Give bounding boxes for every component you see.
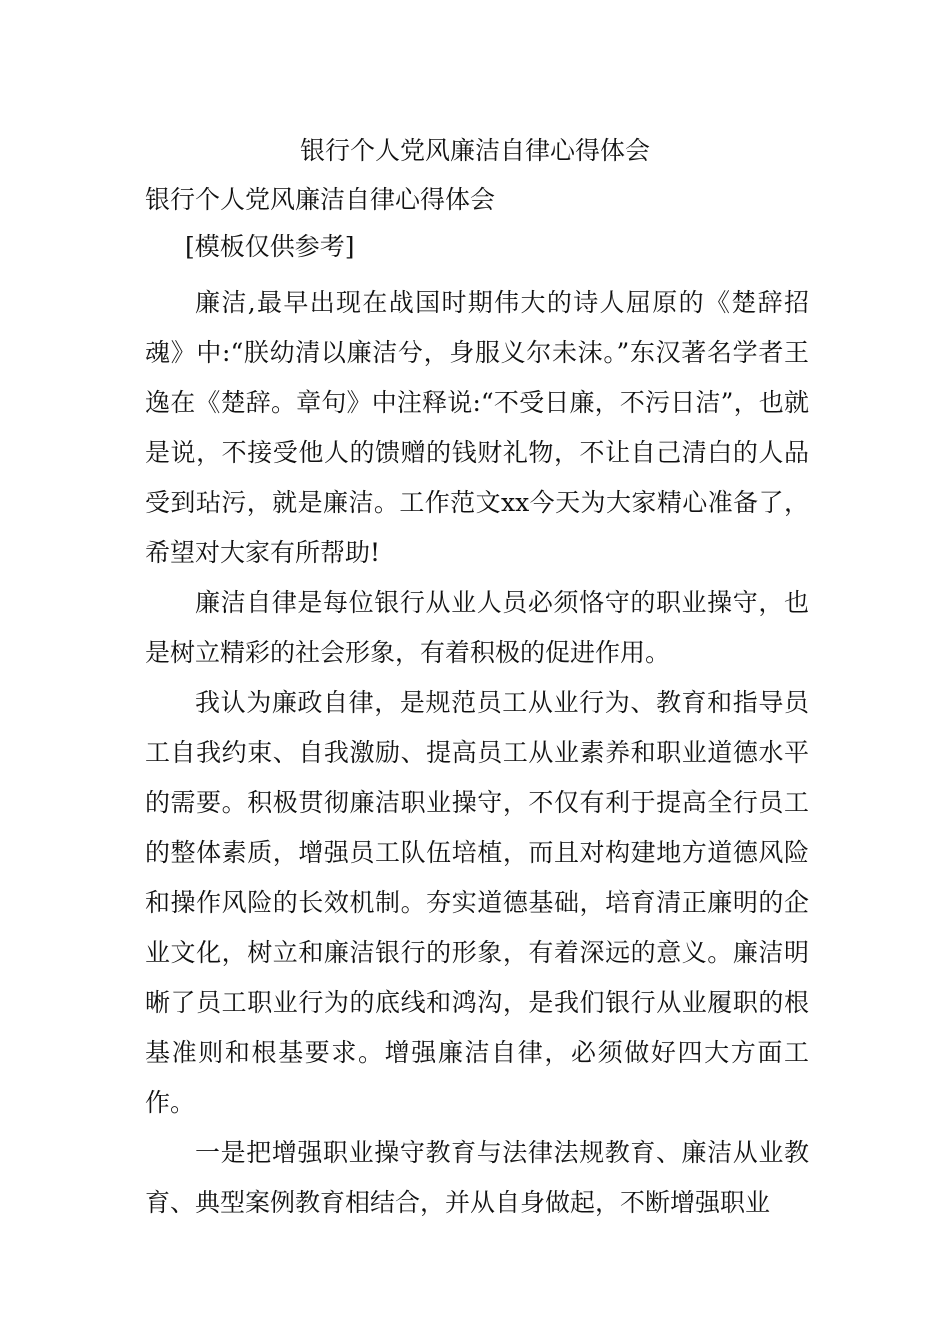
paragraph-4: 一是把增强职业操守教育与法律法规教育、廉洁从业教育、典型案例教育相结合，并从自身做起，不断增强职业 (145, 1138, 809, 1217)
document-title: 银行个人党风廉洁自律心得体会 (299, 136, 650, 165)
document-body (145, 181, 809, 1228)
paragraph-2: 廉洁自律是每位银行从业人员必须恪守的职业操守，也是树立精彩的社会形象，有着积极的促进作用。 (145, 588, 809, 667)
paragraph-3: 我认为廉政自律，是规范员工从业行为、教育和指导员工自我约束、自我激励、提高员工从业素养和职业道德水平的需要。积极贯彻廉洁职业操守，不仅有利于提高全行员工的整体素质，增强员工队伍培植，而且对构建地方道德风险和操作风险的长效机制。夯实道德基础，培育清正廉明的企业文化，树立和廉洁银行的形象，有着深远的意义。廉洁明晰了员工职业行为的底线和鸿沟，是我们银行从业履职的根基准则和根基要求。增强廉洁自律，必须做好四大方面工作。 (145, 688, 809, 1117)
paragraph-1: 廉洁,最早出现在战国时期伟大的诗人屈原的《楚辞招魂》中:“朕幼清以廉洁兮，身服义尔未沫。”东汉著名学者王逸在《楚辞。章句》中注释说:“不受日廉，不污日洁”，也就是说，不接受他人的馈赠的钱财礼物，不让自己清白的人品受到玷污，就是廉洁。工作范文xx今天为大家精心准备了，希望对大家有所帮助! (145, 288, 809, 567)
document-heading: 银行个人党风廉洁自律心得体会 (145, 185, 496, 214)
template-note: [模板仅供参考] (185, 232, 355, 261)
